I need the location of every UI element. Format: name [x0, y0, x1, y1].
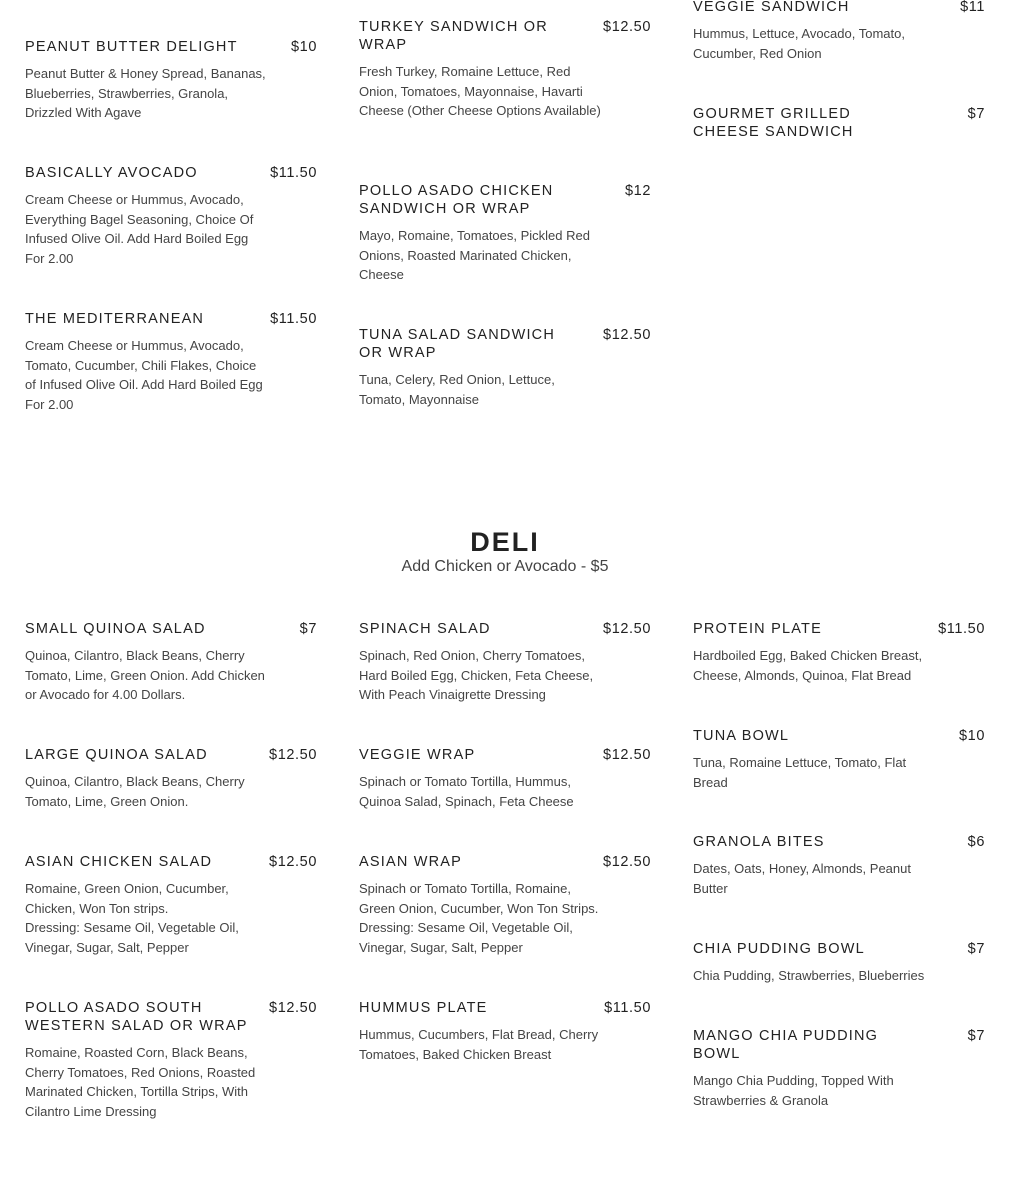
item-name: SPINACH SALAD — [359, 621, 491, 637]
menu-item — [25, 310, 317, 414]
menu-item — [693, 620, 985, 685]
item-price: $12.50 — [269, 1000, 317, 1016]
item-price: $12.50 — [269, 747, 317, 763]
section-title: DELI — [470, 527, 540, 557]
item-description: Tuna, Romaine Lettuce, Tomato, Flat Bread — [693, 755, 907, 790]
item-description: Mayo, Romaine, Tomatoes, Pickled Red Onions, Roasted Marinated Chicken, Cheese — [359, 228, 590, 283]
item-price: $12.50 — [603, 621, 651, 637]
menu-item — [359, 853, 651, 957]
item-price: $7 — [967, 941, 985, 957]
item-name: THE MEDITERRANEAN — [25, 311, 205, 327]
menu-item — [25, 853, 317, 957]
menu-item — [25, 620, 317, 705]
menu-item — [693, 833, 985, 898]
menu-item — [693, 940, 985, 986]
item-name: PROTEIN PLATE — [693, 621, 822, 637]
item-description: Spinach or Tomato Tortilla, Hummus, Quinoa Salad, Spinach, Feta Cheese — [359, 774, 574, 809]
menu-item — [359, 620, 651, 705]
item-name: TUNA SALAD SANDWICH OR WRAP — [359, 327, 556, 361]
item-description: Cream Cheese or Hummus, Avocado, Everything Bagel Seasoning, Choice Of Infused Olive Oil. Add Hard Boiled Egg For 2.00 — [25, 192, 254, 266]
menu-item — [25, 999, 317, 1121]
menu-item — [359, 746, 651, 811]
item-price: $12.50 — [603, 327, 651, 343]
item-name: PEANUT BUTTER DELIGHT — [25, 39, 238, 55]
item-description: Dates, Oats, Honey, Almonds, Peanut Butter — [693, 861, 911, 896]
item-price: $11.50 — [938, 621, 985, 637]
item-description: Tuna, Celery, Red Onion, Lettuce, Tomato, Mayonnaise — [359, 372, 555, 407]
item-price: $11.50 — [604, 1000, 651, 1016]
item-description: Chia Pudding, Strawberries, Blueberries — [693, 968, 925, 983]
item-price: $11 — [960, 0, 985, 15]
item-description: Hummus, Cucumbers, Flat Bread, Cherry Tomatoes, Baked Chicken Breast — [359, 1027, 599, 1062]
item-price: $12.50 — [603, 19, 651, 35]
item-name: ASIAN WRAP — [359, 854, 463, 870]
item-price: $11.50 — [270, 165, 317, 181]
item-price: $12 — [625, 183, 651, 199]
item-price: $11.50 — [270, 311, 317, 327]
item-name: TUNA BOWL — [693, 728, 790, 744]
item-name: POLLO ASADO CHICKEN SANDWICH OR WRAP — [359, 183, 554, 217]
item-price: $10 — [291, 39, 317, 55]
item-name: VEGGIE WRAP — [359, 747, 476, 763]
menu-item — [693, 0, 985, 63]
item-price: $6 — [967, 834, 985, 850]
item-name: GRANOLA BITES — [693, 834, 825, 850]
item-price: $12.50 — [269, 854, 317, 870]
item-description: Romaine, Roasted Corn, Black Beans, Cherry Tomatoes, Red Onions, Roasted Marinated Chicken, Tortilla Strips, With Cilantro Lime Dressing — [25, 1045, 256, 1119]
menu-item — [359, 182, 651, 285]
item-price: $7 — [967, 1028, 985, 1044]
item-description: Spinach or Tomato Tortilla, Romaine, Green Onion, Cucumber, Won Ton Strips. Dressing: Sesame Oil, Vegetable Oil, Vinegar, Sugar, Salt, Pepper — [359, 881, 599, 955]
item-description: Romaine, Green Onion, Cucumber, Chicken, Won Ton strips. Dressing: Sesame Oil, Vegetable Oil, Vinegar, Sugar, Salt, Pepper — [25, 881, 239, 955]
item-description: Hummus, Lettuce, Avocado, Tomato, Cucumber, Red Onion — [693, 26, 905, 61]
item-name: LARGE QUINOA SALAD — [25, 747, 208, 763]
item-name: GOURMET GRILLED CHEESE SANDWICH — [693, 106, 854, 140]
item-price: $12.50 — [603, 747, 651, 763]
item-name: CHIA PUDDING BOWL — [693, 941, 865, 957]
item-price: $10 — [959, 728, 985, 744]
item-description: Fresh Turkey, Romaine Lettuce, Red Onion, Tomatoes, Mayonnaise, Havarti Cheese (Other Cheese Options Available) — [359, 64, 601, 119]
item-name: SMALL QUINOA SALAD — [25, 621, 206, 637]
menu-item — [25, 38, 317, 123]
item-description: Peanut Butter & Honey Spread, Bananas, Blueberries, Strawberries, Granola, Drizzled With Agave — [25, 66, 266, 121]
item-name: BASICALLY AVOCADO — [25, 165, 198, 181]
item-name: MANGO CHIA PUDDING BOWL — [693, 1028, 879, 1062]
item-name: VEGGIE SANDWICH — [693, 0, 850, 15]
item-name: ASIAN CHICKEN SALAD — [25, 854, 213, 870]
item-description: Quinoa, Cilantro, Black Beans, Cherry Tomato, Lime, Green Onion. — [25, 774, 245, 809]
item-description: Hardboiled Egg, Baked Chicken Breast, Cheese, Almonds, Quinoa, Flat Bread — [693, 648, 923, 683]
menu-item — [359, 999, 651, 1064]
item-description: Mango Chia Pudding, Topped With Strawberries & Granola — [693, 1073, 894, 1108]
menu-item — [359, 326, 651, 409]
item-price: $7 — [967, 106, 985, 122]
menu-item — [25, 746, 317, 811]
menu-item — [25, 164, 317, 268]
menu-item — [693, 1027, 985, 1110]
item-name: TURKEY SANDWICH OR WRAP — [359, 19, 548, 53]
item-name: HUMMUS PLATE — [359, 1000, 488, 1016]
item-description: Cream Cheese or Hummus, Avocado, Tomato, Cucumber, Chili Flakes, Choice of Infused Olive Oil. Add Hard Boiled Egg For 2.00 — [25, 338, 263, 412]
menu-item — [693, 105, 985, 141]
item-description: Spinach, Red Onion, Cherry Tomatoes, Hard Boiled Egg, Chicken, Feta Cheese, With Peach Vinaigrette Dressing — [359, 648, 594, 703]
item-name: POLLO ASADO SOUTH WESTERN SALAD OR WRAP — [25, 1000, 248, 1034]
item-description: Quinoa, Cilantro, Black Beans, Cherry Tomato, Lime, Green Onion. Add Chicken or Avocado for 4.00 Dollars. — [25, 648, 265, 703]
item-price: $7 — [299, 621, 317, 637]
section-subtitle: Add Chicken or Avocado - $5 — [401, 558, 609, 575]
menu-item — [693, 727, 985, 792]
menu-item — [359, 18, 651, 121]
item-price: $12.50 — [603, 854, 651, 870]
